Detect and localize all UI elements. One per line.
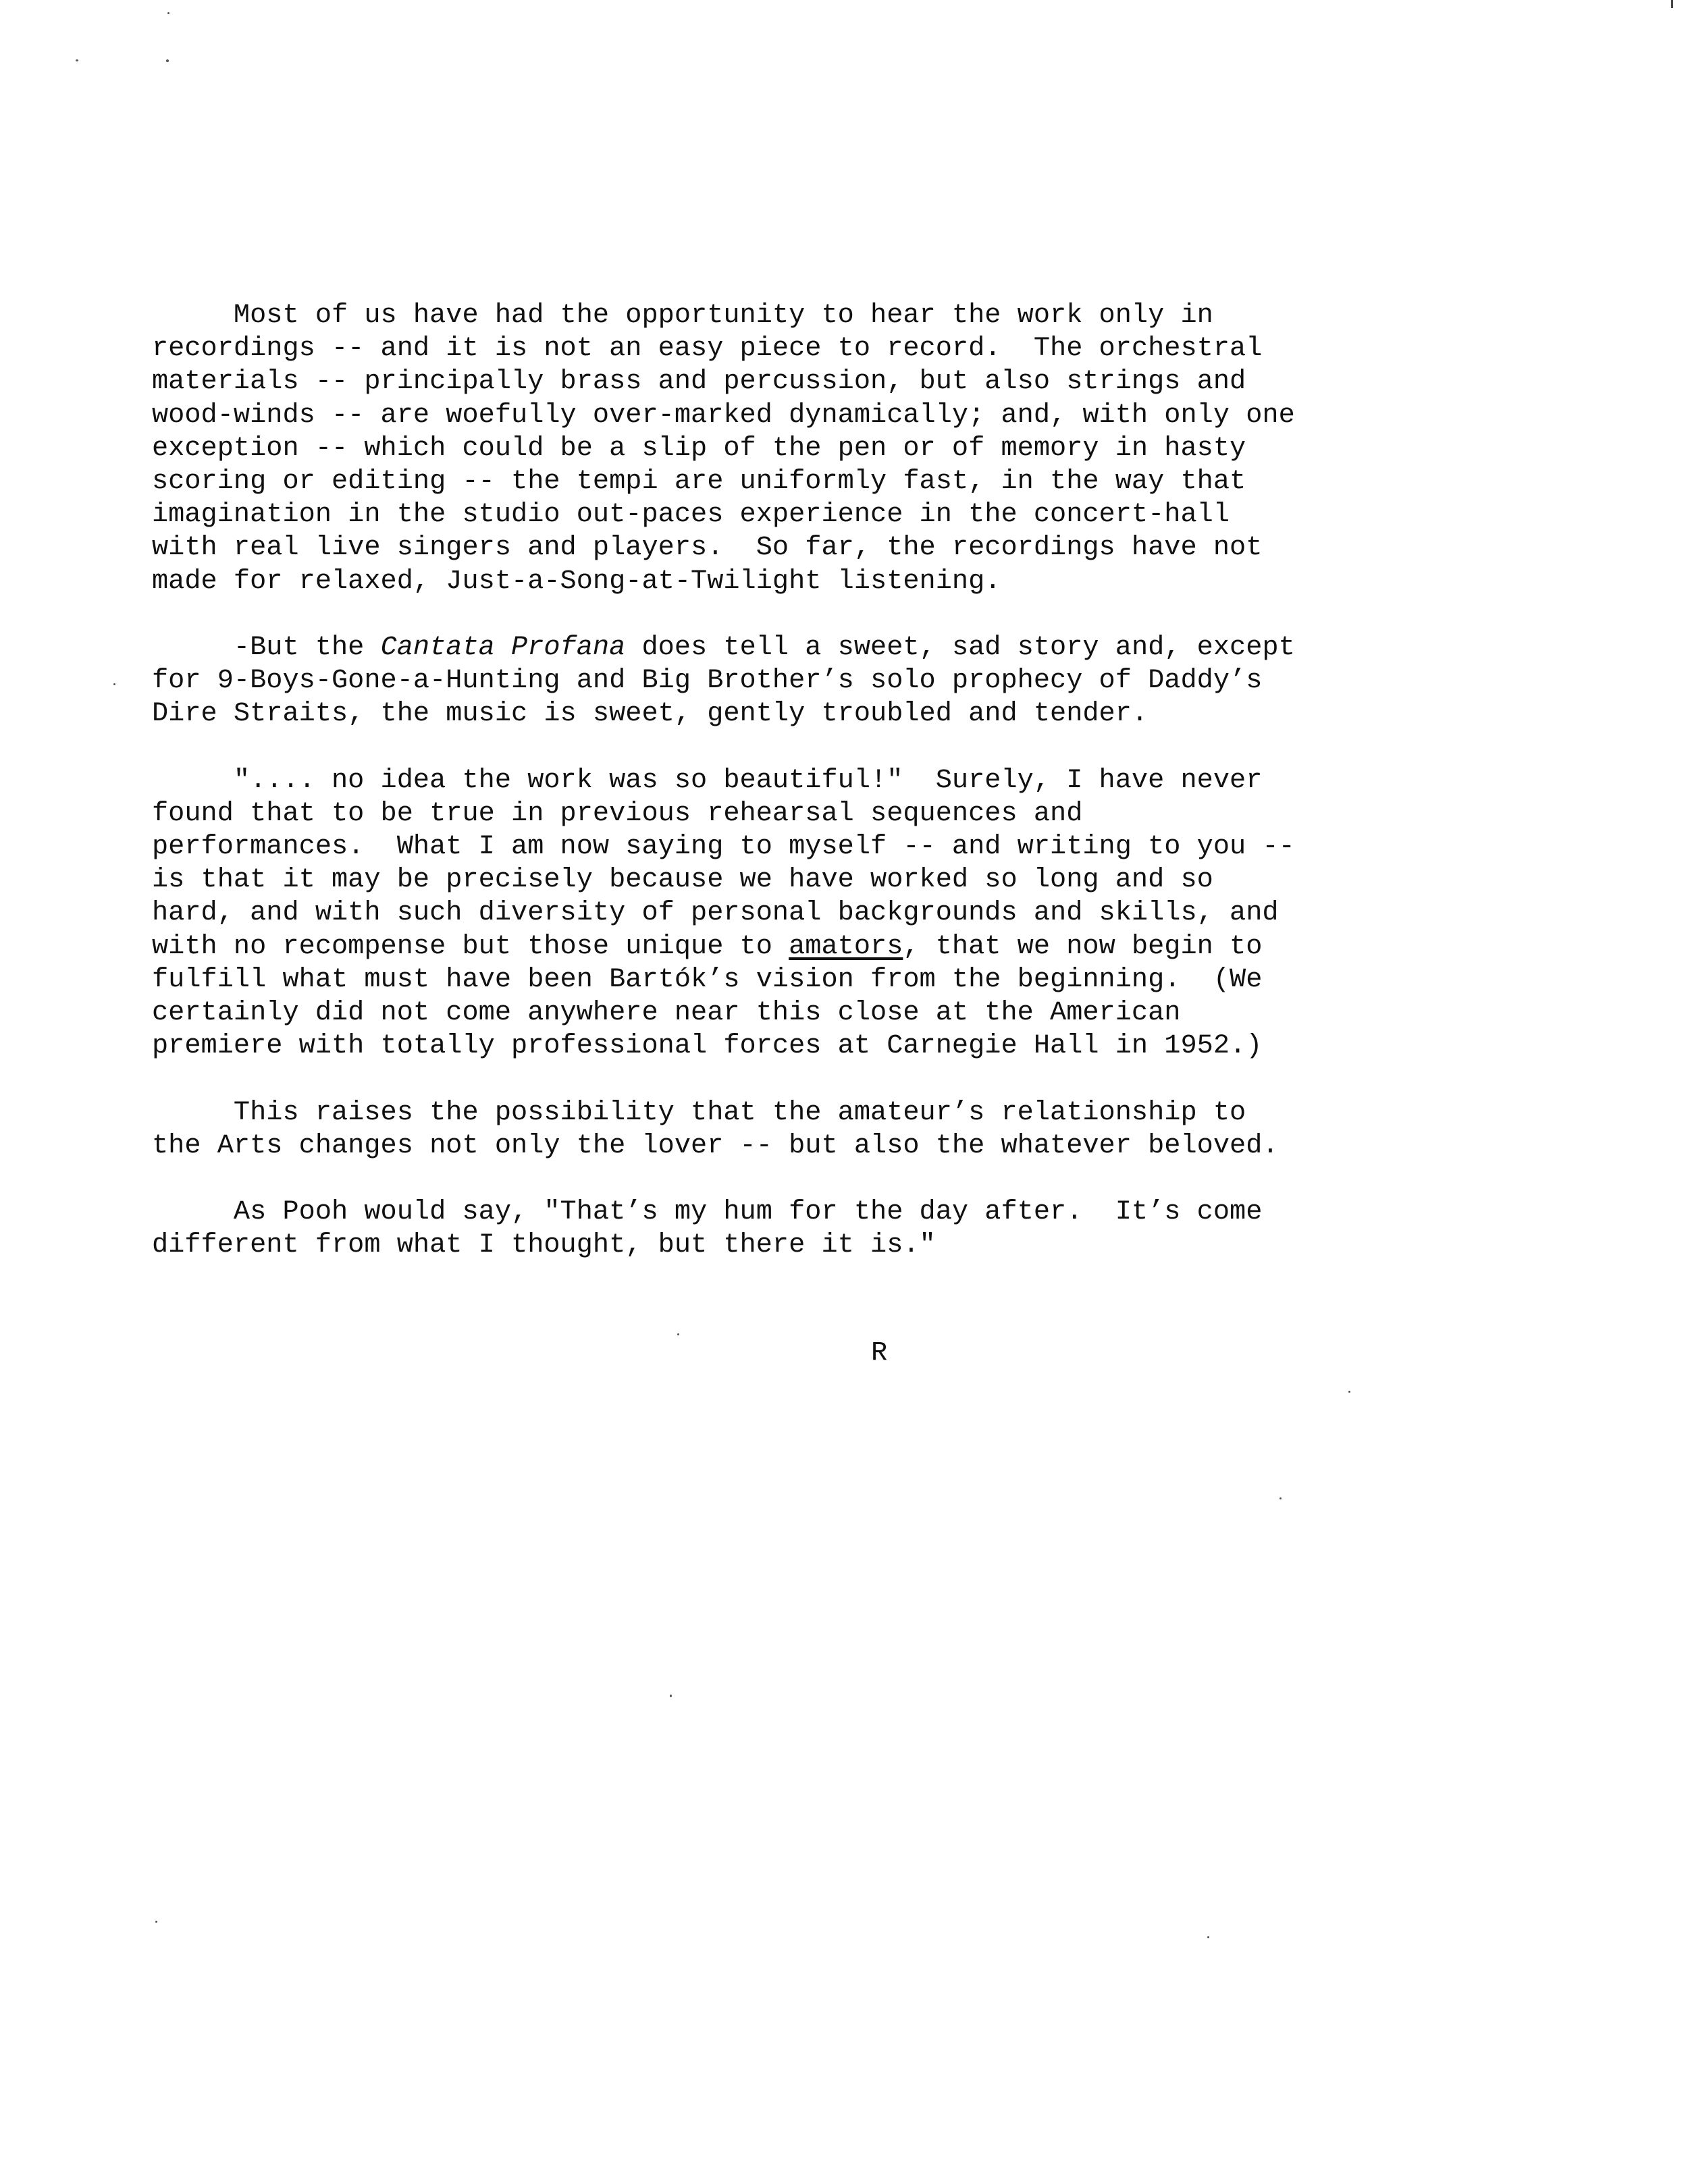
text-line <box>152 365 1583 398</box>
text-run: is that it may be precisely because we have worked so long and so <box>152 864 1213 896</box>
text-line <box>152 498 1583 531</box>
text-line <box>152 1096 1583 1129</box>
text-line <box>152 1229 1583 1262</box>
text-line <box>152 1196 1583 1229</box>
paragraph <box>152 631 1583 731</box>
text-run: hard, and with such diversity of personal backgrounds and skills, and <box>152 897 1279 929</box>
text-run: wood-winds -- are woefully over-marked dynamically; and, with only one <box>152 399 1295 431</box>
text-line <box>152 1030 1583 1063</box>
scan-speck <box>166 59 169 62</box>
text-run: made for relaxed, Just-a-Song-at-Twilight listening. <box>152 565 1001 597</box>
text-run: certainly did not come anywhere near this close at the American <box>152 996 1181 1028</box>
text-run: performances. What I am now saying to myself -- and writing to you -- <box>152 831 1295 862</box>
text-run: imagination in the studio out-paces experience in the concert-hall <box>152 499 1230 531</box>
scan-speck <box>113 683 115 685</box>
text-run: scoring or editing -- the tempi are uniformly fast, in the way that <box>152 465 1246 497</box>
paragraph <box>152 1096 1583 1163</box>
text-run: As Pooh would say, "That’s my hum for the day after. It’s come <box>152 1196 1263 1228</box>
paragraph <box>152 1196 1583 1262</box>
text-line <box>152 664 1583 697</box>
paragraph-gap <box>152 1063 1583 1096</box>
text-run: This raises the possibility that the amateur’s relationship to <box>152 1096 1246 1128</box>
text-run: ".... no idea the work was so beautiful!" Surely, I have never <box>152 764 1263 796</box>
scan-speck <box>677 1333 679 1335</box>
italic-title: Cantata Profana <box>380 631 626 663</box>
scan-speck <box>1280 1497 1282 1499</box>
text-run: -But the <box>152 631 381 663</box>
text-line <box>152 797 1583 830</box>
text-line <box>152 930 1583 963</box>
text-line <box>152 332 1583 365</box>
paragraph <box>152 299 1583 598</box>
text-line <box>152 764 1583 797</box>
text-line <box>152 465 1583 498</box>
text-run: Most of us have had the opportunity to hear the work only in <box>152 300 1213 331</box>
text-run: Dire Straits, the music is sweet, gently troubled and tender. <box>152 698 1149 730</box>
scan-speck <box>155 1921 157 1923</box>
text-line <box>152 963 1583 996</box>
text-run: premiere with totally professional forces at Carnegie Hall in 1952.) <box>152 1030 1263 1062</box>
scan-speck <box>1348 1391 1350 1393</box>
text-line <box>152 432 1583 465</box>
text-run: different from what I thought, but there it is." <box>152 1229 936 1261</box>
text-line <box>152 565 1583 598</box>
text-line <box>152 299 1583 332</box>
scan-speck <box>76 59 78 61</box>
text-run: with real live singers and players. So far, the recordings have not <box>152 532 1263 564</box>
text-line <box>152 631 1583 664</box>
text-line <box>152 897 1583 930</box>
scan-speck <box>670 1695 672 1697</box>
scan-edge-mark <box>1671 0 1673 8</box>
text-line <box>152 531 1583 564</box>
text-line <box>152 863 1583 897</box>
paragraph-gap <box>152 1163 1583 1196</box>
scan-speck <box>1207 1936 1209 1938</box>
signoff-initial: R <box>871 1337 888 1368</box>
text-run: materials -- principally brass and percussion, but also strings and <box>152 366 1246 398</box>
text-line <box>152 697 1583 730</box>
paragraph-gap <box>152 730 1583 764</box>
text-run: for 9-Boys-Gone-a-Hunting and Big Brother’s solo prophecy of Daddy’s <box>152 665 1263 697</box>
text-run: recordings -- and it is not an easy piece to record. The orchestral <box>152 333 1263 365</box>
text-run: exception -- which could be a slip of the pen or of memory in hasty <box>152 432 1246 464</box>
text-line <box>152 996 1583 1030</box>
scan-speck <box>167 12 169 14</box>
text-run: with no recompense but those unique to <box>152 930 789 962</box>
text-line <box>152 399 1583 432</box>
text-line <box>152 830 1583 863</box>
paragraph <box>152 764 1583 1063</box>
text-run: found that to be true in previous rehearsal sequences and <box>152 797 1083 829</box>
underlined-word: amators <box>789 930 903 962</box>
text-line <box>152 1129 1583 1163</box>
body-text <box>152 299 1583 1262</box>
text-run: fulfill what must have been Bartók’s vision from the beginning. (We <box>152 963 1263 995</box>
text-run: does tell a sweet, sad story and, except <box>625 631 1295 663</box>
paragraph-gap <box>152 598 1583 631</box>
text-run: , that we now begin to <box>903 930 1263 962</box>
text-run: the Arts changes not only the lover -- but also the whatever beloved. <box>152 1129 1279 1161</box>
